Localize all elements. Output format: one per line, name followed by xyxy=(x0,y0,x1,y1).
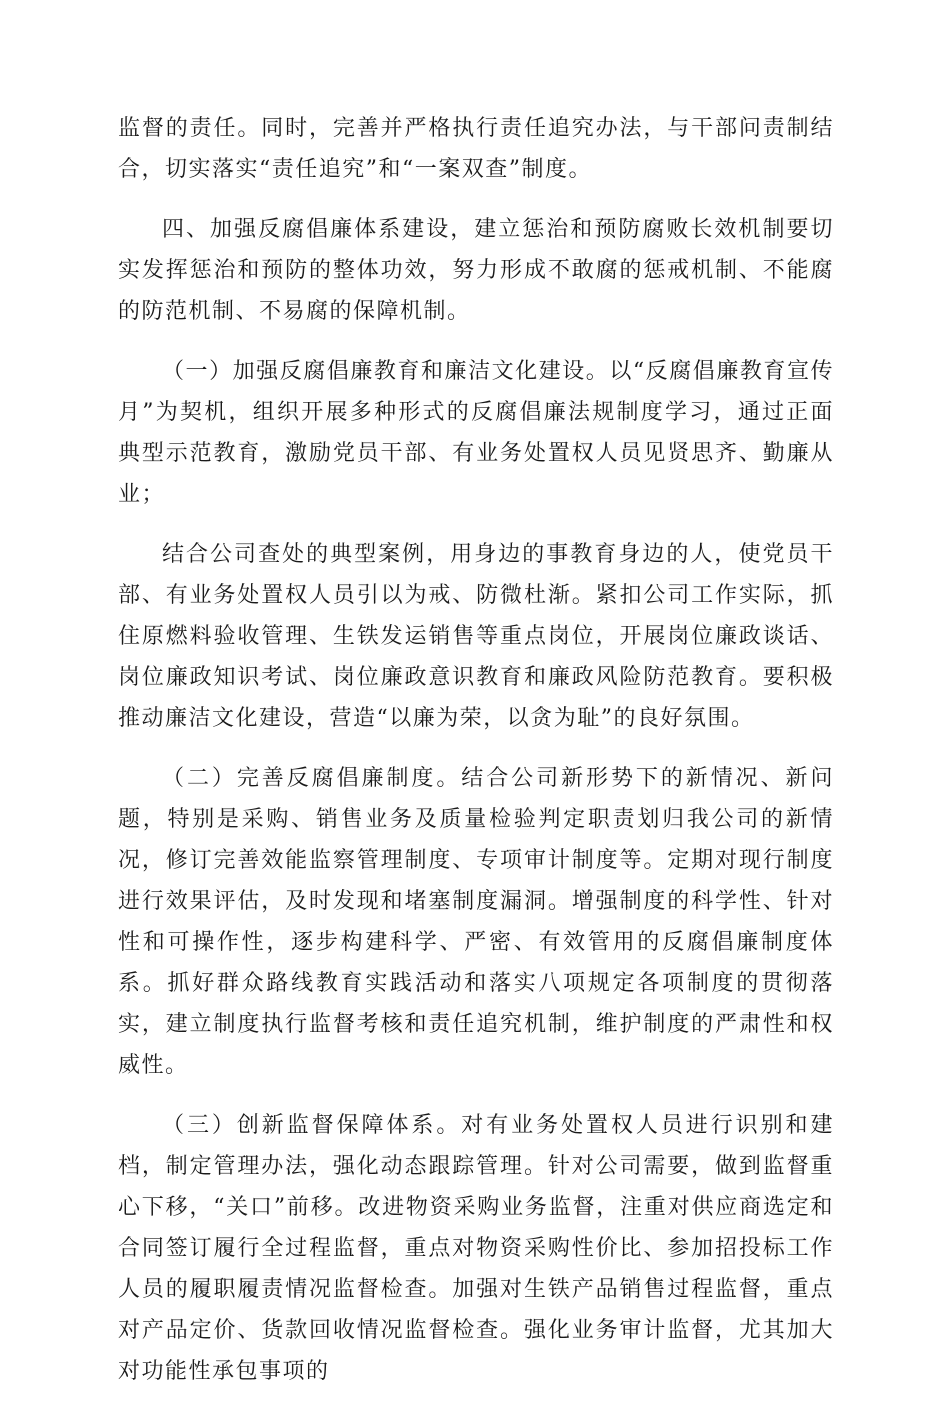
paragraph-item-three: （三）创新监督保障体系。对有业务处置权人员进行识别和建档，制定管理办法，强化动态跟踪管理。针对公司需要，做到监督重心下移，“关口”前移。改进物资采购业务监督，注重对供应商选定和合同签订履行全过程监督，重点对物资采购性价比、参加招投标工作人员的履职履责情况监督检查。加强对生铁产品销售过程监督，重点对产品定价、货款回收情况监督检查。强化业务审计监督，尤其加大对功能性承包事项的 xyxy=(118,1113,834,1384)
paragraph-item-one-cont: 结合公司查处的典型案例，用身边的事教育身边的人，使党员干部、有业务处置权人员引以为戒、防微杜渐。紧扣公司工作实际，抓住原燃料验收管理、生铁发运销售等重点岗位，开展岗位廉政谈话、岗位廉政知识考试、岗位廉政意识教育和廉政风险防范教育。要积极推动廉洁文化建设，营造“以廉为荣，以贪为耻”的良好氛围。 xyxy=(118,542,834,731)
paragraph-section-four: 四、加强反腐倡廉体系建设，建立惩治和预防腐败长效机制要切实发挥惩治和预防的整体功效，努力形成不敢腐的惩戒机制、不能腐的防范机制、不易腐的保障机制。 xyxy=(118,217,834,324)
paragraph-continuation: 监督的责任。同时，完善并严格执行责任追究办法，与干部问责制结合，切实落实“责任追究”和“一案双查”制度。 xyxy=(118,116,834,182)
paragraph-item-one: （一）加强反腐倡廉教育和廉洁文化建设。以“反腐倡廉教育宣传月”为契机，组织开展多种形式的反腐倡廉法规制度学习，通过正面典型示范教育，激励党员干部、有业务处置权人员见贤思齐、勤廉从业； xyxy=(118,359,834,507)
paragraph-item-two: （二）完善反腐倡廉制度。结合公司新形势下的新情况、新问题，特别是采购、销售业务及质量检验判定职责划归我公司的新情况，修订完善效能监察管理制度、专项审计制度等。定期对现行制度进行效果评估，及时发现和堵塞制度漏洞。增强制度的科学性、针对性和可操作性，逐步构建科学、严密、有效管用的反腐倡廉制度体系。抓好群众路线教育实践活动和落实八项规定各项制度的贯彻落实，建立制度执行监督考核和责任追究机制，维护制度的严肃性和权威性。 xyxy=(118,766,834,1078)
document-body xyxy=(118,108,834,1411)
